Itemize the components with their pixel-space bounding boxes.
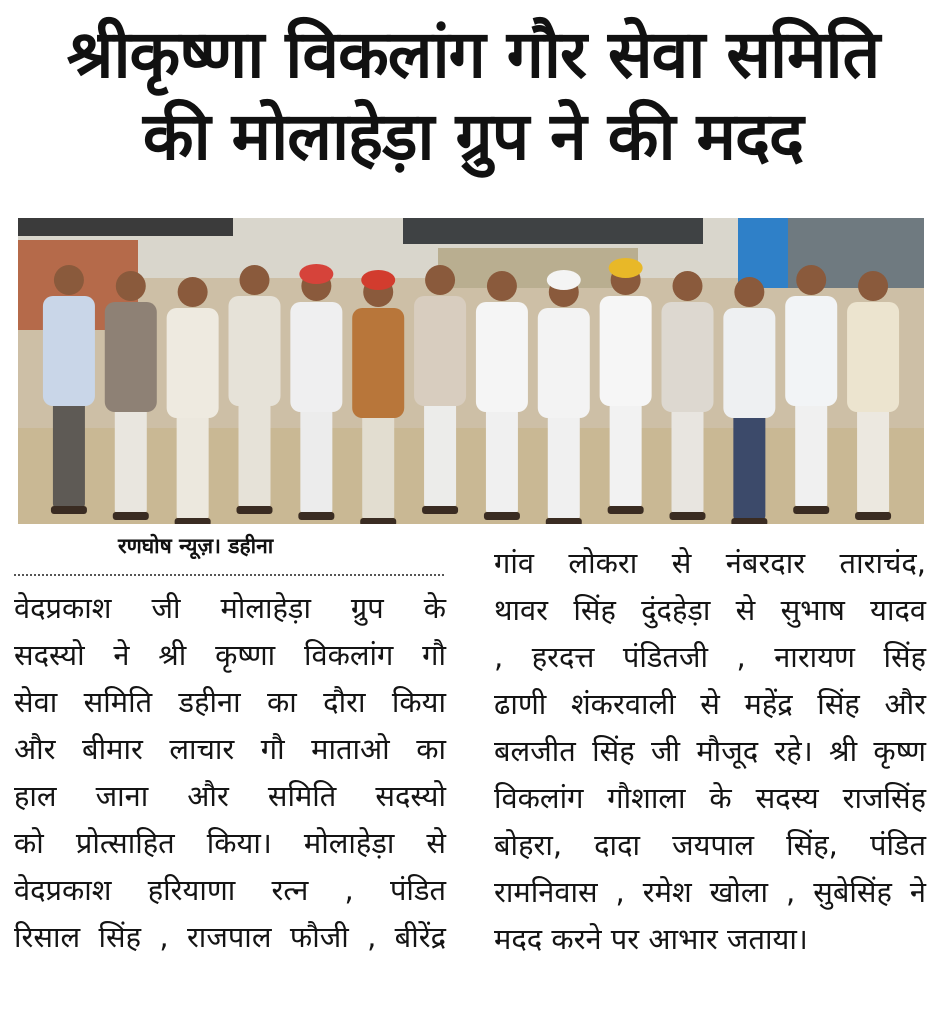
article-line: मदद करने पर आभार जताया।	[494, 922, 808, 956]
headline	[0, 14, 946, 178]
headline-line-1: श्रीकृष्णा विकलांग गौर सेवा समिति	[66, 16, 880, 93]
article-line: , हरदत्त पंडितजी , नारायण सिंह	[494, 640, 926, 674]
byline-divider	[14, 574, 444, 576]
article-line: वेदप्रकाश हरियाणा रत्न , पंडित	[14, 873, 446, 907]
article-line: और बीमार लाचार गौ माताओ का	[14, 732, 446, 766]
article-column-right	[494, 540, 926, 963]
article-line: रामनिवास , रमेश खोला , सुबेसिंह ने	[494, 875, 926, 909]
article-line: सदस्यो ने श्री कृष्णा विकलांग गौ	[14, 638, 446, 672]
article-line: हाल जाना और समिति सदस्यो	[14, 779, 446, 813]
group-photo-illustration	[18, 218, 924, 524]
ground	[18, 428, 924, 524]
article-column-left	[14, 585, 446, 961]
article-line: बोहरा, दादा जयपाल सिंह, पंडित	[494, 828, 926, 862]
article-line: वेदप्रकाश जी मोलाहेड़ा ग्रुप के	[14, 591, 446, 625]
article-line: ढाणी शंकरवाली से महेंद्र सिंह और	[494, 687, 926, 721]
article-line: विकलांग गौशाला के सदस्य राजसिंह	[494, 781, 926, 815]
article-line: गांव लोकरा से नंबरदार ताराचंद,	[494, 546, 926, 580]
article-line: रिसाल सिंह , राजपाल फौजी , बीरेंद्र	[14, 920, 446, 954]
article-line: बलजीत सिंह जी मौजूद रहे। श्री कृष्ण	[494, 734, 926, 768]
headline-line-2: की मोलाहेड़ा ग्रुप ने की मदद	[142, 98, 804, 175]
group-photo	[18, 218, 924, 524]
blue-panel	[738, 218, 788, 288]
shed-roof-center	[403, 218, 703, 244]
byline: रणघोष न्यूज़। डहीना	[118, 534, 274, 558]
article-line: को प्रोत्साहित किया। मोलाहेड़ा से	[14, 826, 446, 860]
article-line: सेवा समिति डहीना का दौरा किया	[14, 685, 446, 719]
tent	[438, 248, 638, 288]
shed-roof-left	[18, 218, 233, 236]
article-line: थावर सिंह दुंदहेड़ा से सुभाष यादव	[494, 593, 926, 627]
